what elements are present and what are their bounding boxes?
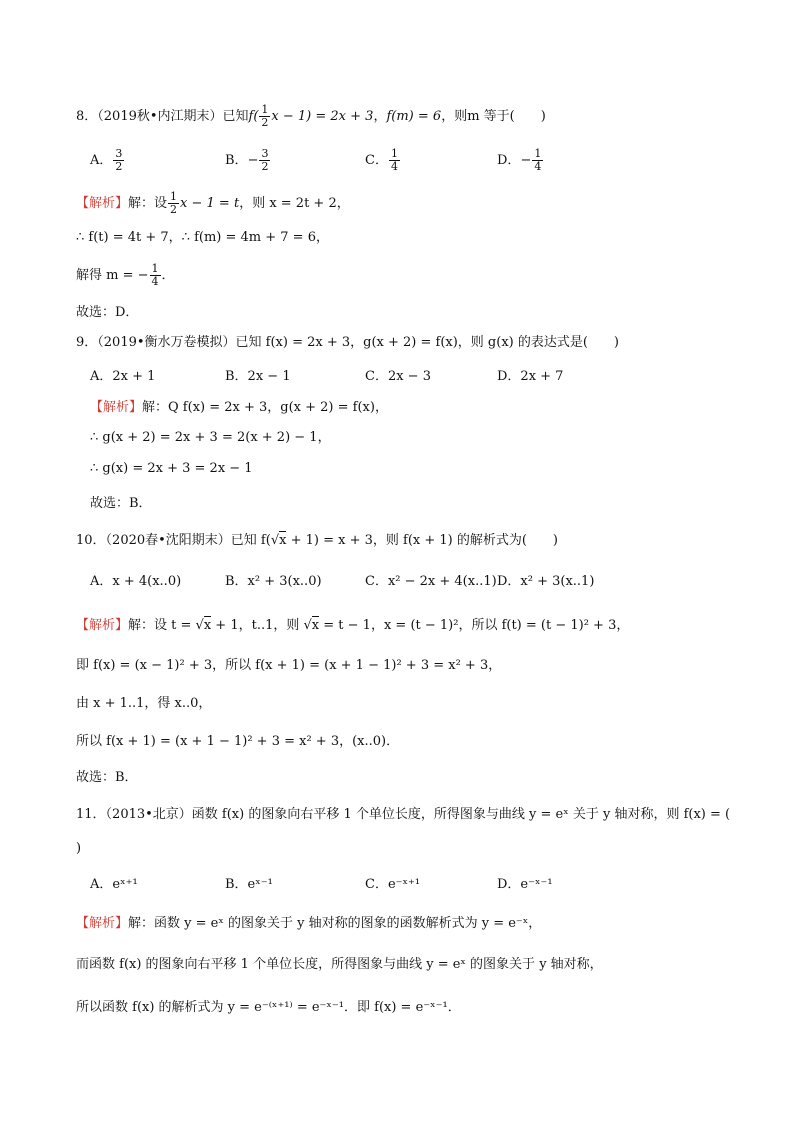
q10-option-b[interactable]: B．x² + 3(x..0) <box>225 574 322 589</box>
q11-stem-line-2: ) <box>76 841 82 856</box>
q9-solution-answer: 故选：B． <box>90 496 152 511</box>
q8-solution-line-2: ∴ f(t) = 4t + 7，∴ f(m) = 4m + 7 = 6， <box>76 230 329 245</box>
q10-stem: 10．（2020春•沈阳期末）已知 f(√x + 1) = x + 3，则 f(x + 1) 的解析式为( ) <box>76 533 558 548</box>
q10-solution-line-1: 【解析】解：设 t = √x + 1，t..1，则 √x = t − 1，x = (t − 1)²，所以 f(t) = (t − 1)² + 3， <box>76 618 630 633</box>
q10-option-d[interactable]: D．x² + 3(x..1) <box>497 574 595 589</box>
q8-solution-answer: 故选：D． <box>76 305 139 320</box>
q8-option-b[interactable]: B．− $\frac{3}{2}$ <box>225 147 269 173</box>
q11-solution-line-3: 所以函数 f(x) 的解析式为 y = e⁻⁽ˣ⁺¹⁾ = e⁻ˣ⁻¹．即 f(x) = e⁻ˣ⁻¹． <box>76 1000 461 1015</box>
q11-option-b[interactable]: B．eˣ⁻¹ <box>225 877 273 892</box>
q10-solution-line-3: 由 x + 1..1，得 x..0， <box>76 696 212 711</box>
q8-stem-math: f(m) = 6 <box>386 109 442 124</box>
q9-option-c[interactable]: C．2x − 3 <box>365 369 431 384</box>
q11-solution-line-1: 【解析】解：函数 y = eˣ 的图象关于 y 轴对称的图象的函数解析式为 y = e⁻ˣ， <box>76 916 542 931</box>
q10-solution-answer: 故选：B． <box>76 770 138 785</box>
q8-option-a[interactable]: A． $\frac{3}{2}$ <box>90 147 123 173</box>
q10-option-a[interactable]: A．x + 4(x..0) <box>90 574 182 589</box>
q8-solution-line-1: 【解析】解：设 $\frac{1}{2}$ x − 1 = t，则 x = 2t + 2， <box>76 190 350 216</box>
q11-option-d[interactable]: D．e⁻ˣ⁻¹ <box>497 877 553 892</box>
q9-stem: 9．（2019•衡水万卷模拟）已知 f(x) = 2x + 3，g(x + 2) = f(x)，则 g(x) 的表达式是( ) <box>76 335 620 350</box>
q9-option-b[interactable]: B．2x − 1 <box>225 369 291 384</box>
q9-solution-line-1: 【解析】解：Q f(x) = 2x + 3，g(x + 2) = f(x)， <box>90 400 388 415</box>
q8-stem-suffix: ，则m 等于( ) <box>441 109 546 124</box>
q8-stem-fraction: $\frac{1}{2}$ <box>261 103 269 129</box>
q10-option-c[interactable]: C．x² − 2x + 4(x..1) <box>365 574 497 589</box>
solution-tag: 【解析】 <box>76 196 129 211</box>
q8-option-d[interactable]: D．− $\frac{1}{4}$ <box>497 147 542 173</box>
q8-option-c[interactable]: C． $\frac{1}{4}$ <box>365 147 398 173</box>
q8-stem-math: f( <box>248 109 259 124</box>
q10-solution-line-2: 即 f(x) = (x − 1)² + 3，所以 f(x + 1) = (x + 1 − 1)² + 3 = x² + 3， <box>76 658 502 673</box>
q9-option-a[interactable]: A．2x + 1 <box>90 369 156 384</box>
solution-tag: 【解析】 <box>76 916 129 931</box>
q9-solution-line-3: ∴ g(x) = 2x + 3 = 2x − 1 <box>90 461 253 476</box>
q10-solution-line-4: 所以 f(x + 1) = (x + 1 − 1)² + 3 = x² + 3，(x..0)． <box>76 734 400 749</box>
q9-solution-line-2: ∴ g(x + 2) = 2x + 3 = 2(x + 2) − 1， <box>90 430 331 445</box>
solution-tag: 【解析】 <box>90 400 143 415</box>
q8-stem: 8．（2019秋•内江期末）已知f( $\frac{1}{2}$ x − 1) = 2x + 3，f(m) = 6，则m 等于( ) <box>76 103 546 129</box>
q11-solution-line-2: 而函数 f(x) 的图象向右平移 1 个单位长度，所得图象与曲线 y = eˣ 的图象关于 y 轴对称， <box>76 957 603 972</box>
q11-option-c[interactable]: C．e⁻ˣ⁺¹ <box>365 877 421 892</box>
q9-option-d[interactable]: D．2x + 7 <box>497 369 564 384</box>
q8-stem-math: x − 1) = 2x + 3 <box>271 109 374 124</box>
q11-stem-line-1: 11．（2013•北京）函数 f(x) 的图象向右平移 1 个单位长度，所得图象与曲线 y = eˣ 关于 y 轴对称，则 f(x) = ( <box>76 807 731 822</box>
q8-stem-prefix: 8．（2019秋•内江期末）已知 <box>76 109 249 124</box>
q8-solution-line-3: 解得 m = − $\frac{1}{4}$ ． <box>76 262 175 288</box>
q11-option-a[interactable]: A．eˣ⁺¹ <box>90 877 138 892</box>
solution-tag: 【解析】 <box>76 618 129 633</box>
